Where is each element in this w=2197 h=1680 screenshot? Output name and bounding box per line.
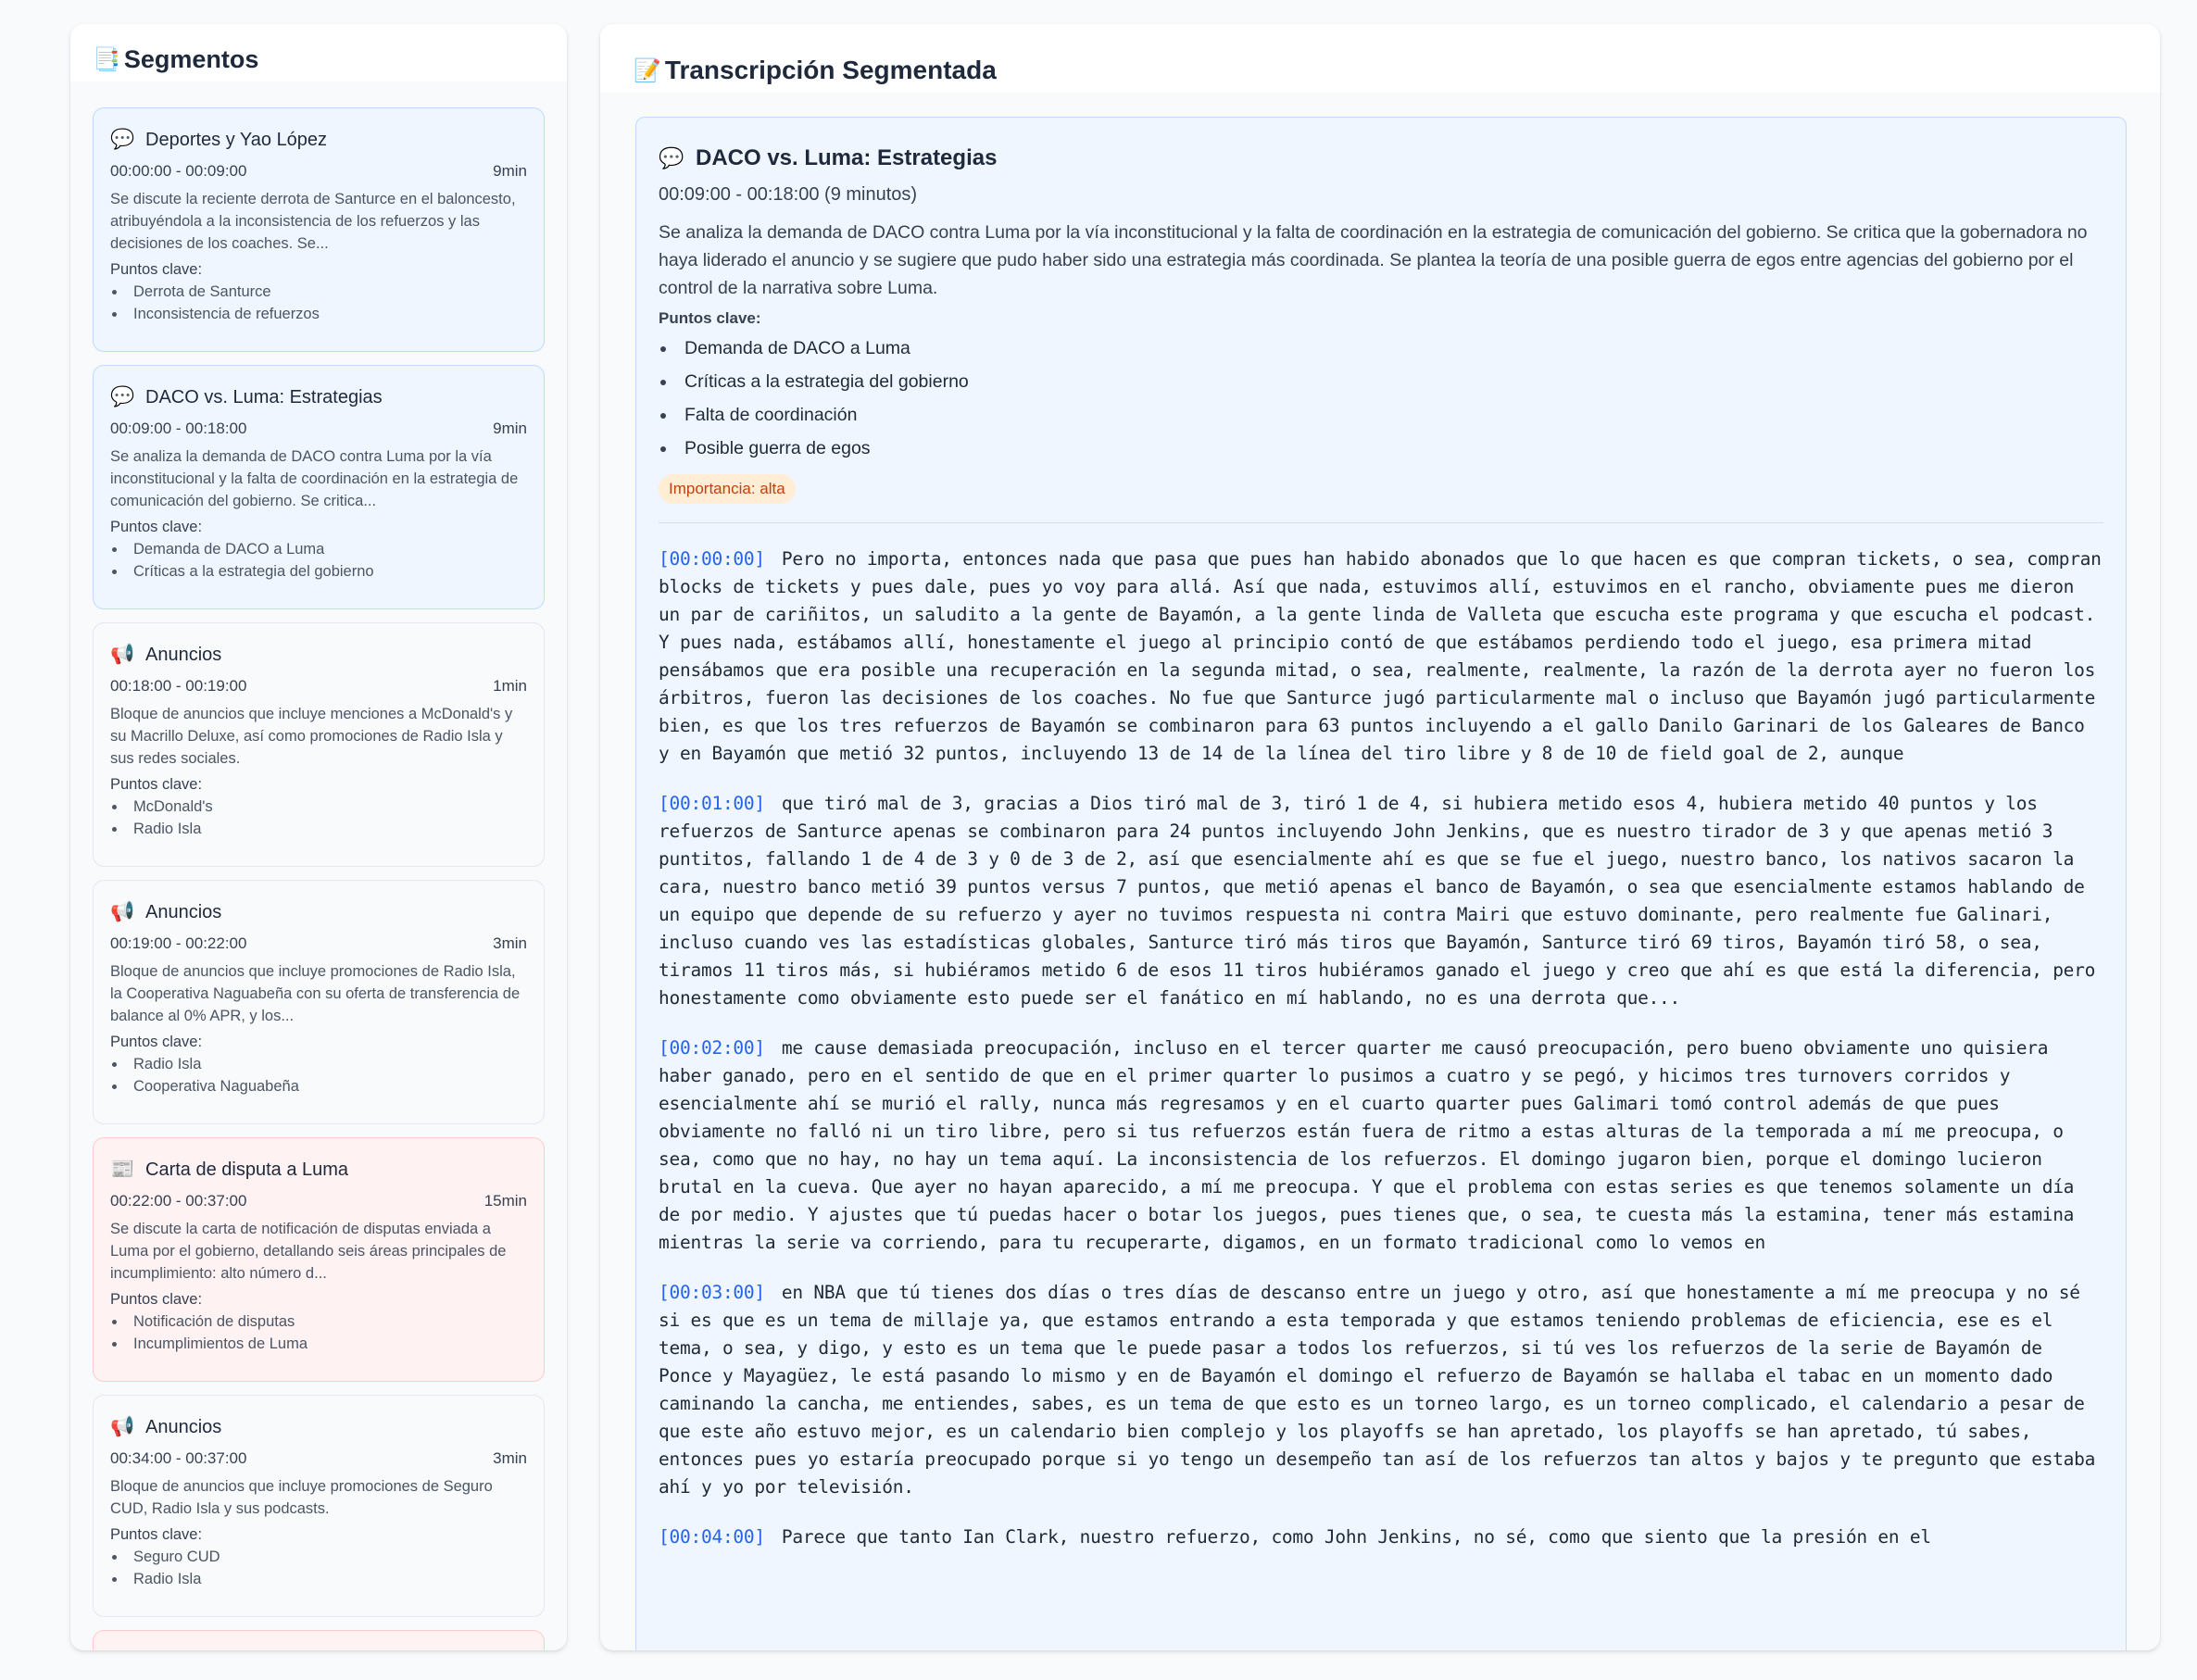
segment-meta (110, 1449, 527, 1468)
bookmark-tabs-icon: 📑 (93, 47, 120, 72)
segment-key-point: Seguro CUD (110, 1546, 527, 1568)
segment-key-point: Derrota de Santurce (110, 281, 527, 303)
segment-summary: Se discute la carta de notificación de disputas enviada a Luma por el gobierno, detallando seis áreas principales de incumplimiento: alto número d... (110, 1221, 507, 1282)
segment-key-points (110, 796, 527, 840)
segment-meta (110, 934, 527, 953)
segment-title-text: Carta de disputa a Luma (145, 1159, 349, 1180)
segments-title-text: Segmentos (123, 45, 259, 73)
segment-key-points (110, 281, 527, 325)
transcript-body (659, 545, 2103, 1551)
segment-key-point: Notificación de disputas (110, 1310, 527, 1333)
divider (659, 522, 2103, 523)
segment-title (110, 644, 527, 666)
segment-time-range: 00:00:00 - 00:09:00 (110, 162, 247, 180)
transcript-text: Pero no importa, entonces nada que pasa que pues han habido abonados que lo que hacen es que compran tickets, o sea, compran blocks de tickets y pues dale, pues yo voy para allá. Así que nada, estuvimos allí, estuvimos en el rancho, obviamente pues me dieron un par de cariñitos, un saludito a la gente de Bayamón, a la gente linda de Valleta que escucha este programa y que escucha el podcast. Y pues nada, estábamos allí, honestamente el juego al principio contó de que estábamos perdiendo todo el juego, esa primera mitad pensábamos que era posible una recuperación en la segunda mitad, o sea, realmente, realmente, la razón de la derrota ayer no fueron los árbitros, fueron las decisiones de los coaches. No fue que Santurce jugó particularmente mal o incluso que Bayamón jugó particularmente bien, es que los tres refuerzos de Bayamón se combinaron para 63 puntos incluyendo a el gallo Danilo Garinari de los Galeares de Banco y en Bayamón que metió 32 puntos, incluyendo 13 de 14 de la línea del tiro libre y 8 de 10 de field goal de 2, aunque (659, 548, 2102, 764)
memo-icon: 📝 (634, 57, 661, 83)
transcript-text: me cause demasiada preocupación, incluso en el tercer quarter me causó preocupación, pero bueno obviamente uno quisiera haber ganado, pero en el sentido de que en el primer quarter lo pusimos a cuatro y se pegó, y hicimos tres turnovers corridos y esencialmente ahí se murió el rally, nunca más regresamos y en el cuarto quarter pues Galimari tomó control además de que pues obviamente no falló ni un tiro libre, pero si tus refuerzos están fuera de ritmo a estas alturas de la temporada a mí me preocupa, o sea, como que no hay, no hay un tema aquí. La inconsistencia de los refuerzos. El domingo jugaron bien, porque el domingo lucieron brutal en la cueva. Que ayer no hayan aparecido, a mí me preocupa. Y que el problema con estas series es que tenemos solamente un día de por medio. Y ajustes que tú puedas hacer o botar los juegos, pues tienes que, o sea, te cuesta más la estamina, tener más estamina mientras la serie va corriendo, para tu recuperarte, digamos, en un formato tradicional como lo vemos en (659, 1037, 2075, 1253)
segment-detail-card (635, 117, 2127, 1650)
segment-card[interactable] (93, 1395, 545, 1617)
segment-card[interactable] (93, 880, 545, 1124)
segment-summary: Bloque de anuncios que incluye promociones de Seguro CUD, Radio Isla y sus podcasts. (110, 1478, 493, 1517)
segment-time-range: 00:19:00 - 00:22:00 (110, 934, 247, 952)
segment-key-point: Incumplimientos de Luma (110, 1333, 527, 1355)
segment-title-text: DACO vs. Luma: Estrategias (145, 386, 383, 407)
timestamp-link[interactable]: [00:01:00] (659, 793, 765, 814)
timestamp-link[interactable]: [00:03:00] (659, 1282, 765, 1303)
segment-duration: 1min (493, 677, 527, 695)
speech-bubble-icon: 💬 (659, 146, 684, 169)
segment-detail-title (659, 145, 2103, 171)
transcript-title (634, 56, 997, 85)
segment-duration: 3min (493, 934, 527, 952)
speech-bubble-icon: 💬 (110, 129, 135, 150)
key-point-item: Críticas a la estrategia del gobierno (659, 365, 2103, 398)
segment-meta (110, 677, 527, 696)
segment-duration: 9min (493, 420, 527, 437)
transcript-paragraph (659, 545, 2103, 768)
transcript-title-text: Transcripción Segmentada (664, 56, 997, 84)
transcript-text: Parece que tanto Ian Clark, nuestro refuerzo, como John Jenkins, no sé, como que siento que la presión en el (781, 1526, 1931, 1548)
timestamp-link[interactable]: [00:00:00] (659, 548, 765, 570)
segment-detail-summary: Se analiza la demanda de DACO contra Luma por la vía inconstitucional y la falta de coordinación en la estrategia de comunicación del gobierno. Se critica que la gobernadora no haya liderado el anuncio y se sugiere que pudo haber sido una estrategia más coordinada. Se plantea la teoría de una posible guerra de egos entre agencias del gobierno por el control de la narrativa sobre Luma. (659, 222, 2088, 298)
segment-key-points (110, 538, 527, 583)
segment-meta (110, 1192, 527, 1210)
segment-summary: Bloque de anuncios que incluye promociones de Radio Isla, la Cooperativa Naguabeña con su oferta de transferencia de balance al 0% APR, y los... (110, 963, 521, 1024)
segment-key-points-label: Puntos clave: (110, 1291, 203, 1308)
segment-title-text: Deportes y Yao López (145, 129, 328, 150)
megaphone-icon: 📢 (110, 1416, 135, 1437)
segment-key-point: Radio Isla (110, 818, 527, 840)
segment-title (110, 129, 527, 151)
segment-key-points (110, 1310, 527, 1355)
segment-card[interactable] (93, 1137, 545, 1382)
segment-duration: 15min (483, 1192, 527, 1210)
segment-title (110, 386, 527, 408)
segment-key-point: Demanda de DACO a Luma (110, 538, 527, 560)
timestamp-link[interactable]: [00:02:00] (659, 1037, 765, 1059)
segment-time-range: 00:34:00 - 00:37:00 (110, 1449, 247, 1467)
segment-summary: Se discute la reciente derrota de Santurce en el baloncesto, atribuyéndola a la inconsistencia de los refuerzos y las decisiones de los coaches. Se... (110, 191, 516, 252)
segment-key-point: McDonald's (110, 796, 527, 818)
segments-title (93, 45, 258, 74)
newspaper-icon: 📰 (110, 1159, 135, 1180)
transcript-panel (600, 24, 2160, 1650)
segment-duration: 3min (493, 1449, 527, 1467)
segment-card[interactable] (93, 107, 545, 352)
segment-key-point: Radio Isla (110, 1568, 527, 1590)
segment-summary: Bloque de anuncios que incluye menciones a McDonald's y su Macrillo Deluxe, así como promociones de Radio Isla y sus redes sociales. (110, 706, 513, 767)
segment-detail-title-text: DACO vs. Luma: Estrategias (696, 145, 998, 170)
segment-time-range: 00:18:00 - 00:19:00 (110, 677, 247, 695)
megaphone-icon: 📢 (110, 901, 135, 922)
segment-title (110, 1416, 527, 1438)
segment-title-text: Anuncios (145, 1416, 222, 1437)
segment-key-point: Críticas a la estrategia del gobierno (110, 560, 527, 583)
transcript-scroll-area[interactable] (600, 93, 2160, 1650)
key-points-list (659, 332, 2103, 465)
segment-meta (110, 420, 527, 438)
segment-key-points (110, 1053, 527, 1097)
timestamp-link[interactable]: [00:04:00] (659, 1526, 765, 1548)
key-points-label: Puntos clave: (659, 309, 761, 327)
speech-bubble-icon: 💬 (110, 386, 135, 407)
key-point-item: Posible guerra de egos (659, 432, 2103, 465)
segment-meta (110, 162, 527, 181)
segment-card[interactable] (93, 365, 545, 609)
transcript-text: en NBA que tú tienes dos días o tres días de descanso entre un juego y otro, así que honestamente a mí me preocupa y no sé si es que es un tema de millaje ya, que estamos entrando a esta temporada y que estamos teniendo problemas de eficiencia, ese es el tema, o sea, y digo, y esto es un tema que le puede pasar a todos los refuerzos, si tú ves los refuerzos de la serie de Bayamón de Ponce y Mayagüez, le está pasando lo mismo y en de Bayamón el domingo el refuerzo de Bayamón se hallaba el tabac en un momento dado caminando la cancha, me entiendes, sabes, es un tema de que esto es un torneo largo, es un torneo complicado, el calendario a pesar de que este año estuvo mejor, es un calendario bien complejo y los playoffs se han apretado, los playoffs se han apretado, tú sabes, entonces pues yo estaría preocupado porque si yo tengo un desempeño tan así de los refuerzos tan altos y bajos y te pregunto que estaba ahí y yo por televisión. (659, 1282, 2096, 1498)
segments-panel-header (70, 24, 567, 81)
segment-card[interactable] (93, 1630, 545, 1650)
megaphone-icon: 📢 (110, 644, 135, 665)
segment-time-range: 00:22:00 - 00:37:00 (110, 1192, 247, 1210)
segment-time-range: 00:09:00 - 00:18:00 (110, 420, 247, 437)
segment-title (110, 1159, 527, 1181)
segment-key-points (110, 1546, 527, 1590)
segments-panel (70, 24, 567, 1650)
transcript-paragraph (659, 1034, 2103, 1257)
segment-key-point: Inconsistencia de refuerzos (110, 303, 527, 325)
segment-title-text: Anuncios (145, 644, 222, 665)
segment-title-text: Anuncios (145, 901, 222, 922)
transcript-paragraph (659, 790, 2103, 1012)
transcript-text: que tiró mal de 3, gracias a Dios tiró mal de 3, tiró 1 de 4, si hubiera metido esos 4, hubiera metido 40 puntos y los refuerzos de Santurce apenas se combinaron para 24 puntos incluyendo John Jenkins, que es nuestro tirador de 3 y que apenas metió 3 puntitos, fallando 1 de 4 de 3 y 0 de 3 de 2, así que esencialmente ahí es que se fue el juego, nuestro banco, los nativos sacaron la cara, nuestro banco metió 39 puntos versus 7 puntos, que metió apenas el banco de Bayamón, o sea que esencialmente estamos hablando de un equipo que depende de su refuerzo y ayer no tuvimos respuesta ni contra Mairi que estuvo dominante, pero realmente fue Galinari, incluso cuando ves las estadísticas globales, Santurce tiró más tiros que Bayamón, Santurce tiró 69 tiros, Bayamón tiró 58, o sea, tiramos 11 tiros más, si hubiéramos metido 6 de esos 11 tiros hubiéramos ganado el juego y creo que ahí es que está la diferencia, pero honestamente como obviamente esto puede ser el fanático en mí hablando, no es una derrota que... (659, 793, 2096, 1009)
segment-key-points-label: Puntos clave: (110, 1034, 203, 1050)
key-point-item: Demanda de DACO a Luma (659, 332, 2103, 365)
segment-key-points-label: Puntos clave: (110, 776, 203, 793)
segment-key-point: Radio Isla (110, 1053, 527, 1075)
segment-title (110, 901, 527, 923)
key-point-item: Falta de coordinación (659, 398, 2103, 432)
transcript-paragraph (659, 1523, 2103, 1551)
segment-key-points-label: Puntos clave: (110, 261, 203, 278)
segment-duration: 9min (493, 162, 527, 180)
segment-key-points-label: Puntos clave: (110, 1526, 203, 1543)
segment-list[interactable] (70, 81, 567, 1650)
segment-summary: Se analiza la demanda de DACO contra Luma por la vía inconstitucional y la falta de coordinación en la estrategia de comunicación del gobierno. Se critica... (110, 448, 519, 509)
segment-key-point: Cooperativa Naguabeña (110, 1075, 527, 1097)
segment-card[interactable] (93, 622, 545, 867)
segment-detail-time-range: 00:09:00 - 00:18:00 (9 minutos) (659, 184, 918, 205)
transcript-panel-header (600, 24, 2160, 93)
importance-badge: Importancia: alta (659, 474, 796, 504)
transcript-paragraph (659, 1279, 2103, 1501)
segment-key-points-label: Puntos clave: (110, 519, 203, 535)
